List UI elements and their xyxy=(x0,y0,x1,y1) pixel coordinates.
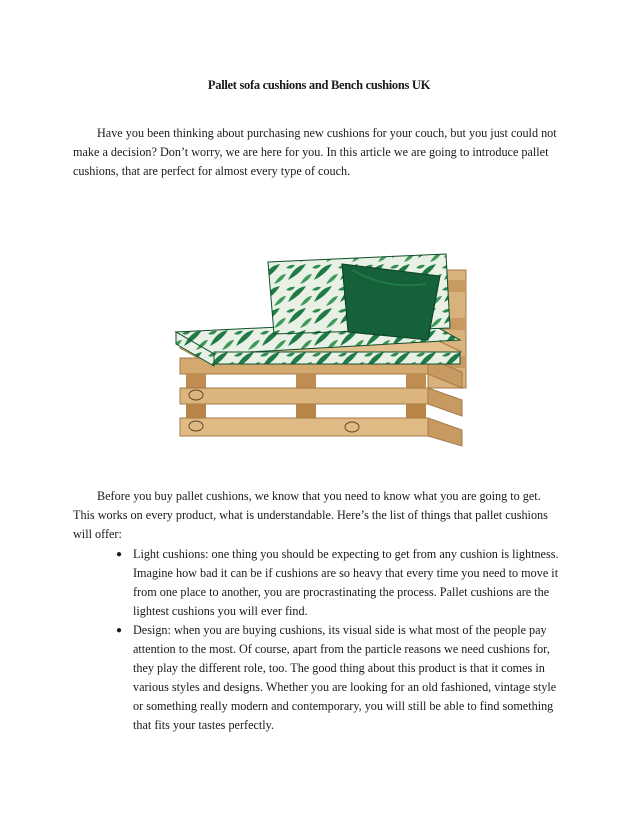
body-paragraph: Before you buy pallet cushions, we know that you need to know what you are going to get. This works on every product, what is understandable. Here’s the list of things that pallet cushions will offer: xyxy=(73,489,548,541)
bullet-icon: ● xyxy=(116,625,123,636)
benefits-list xyxy=(73,545,565,735)
green-pillow xyxy=(342,264,440,340)
list-item xyxy=(73,621,565,735)
document-title: Pallet sofa cushions and Bench cushions UK xyxy=(207,78,431,92)
intro-paragraph: Have you been thinking about purchasing new cushions for your couch, but you just could not make a decision? Don’t worry, we are here for you. In this article we are going to introduce pallet cushions, that are perfect for almost every type of couch. xyxy=(73,126,557,178)
pallet-sofa-photo xyxy=(156,240,476,450)
list-item-text: Light cushions: one thing you should be expecting to get from any cushion is lightness. Imagine how bad it can be if cushions are so heavy that every time you need to move it from one place to another, you are procrastinating the process. Pallet cushions are the lightest cushions you will ever find. xyxy=(133,547,559,618)
list-item-text: Design: when you are buying cushions, its visual side is what most of the people pay attention to the most. Of course, apart from the particle reasons we need cushions for, they play the different role, too. The good thing about this product is that it comes in various styles and designs. Whether you are looking for an old fashioned, vintage style or something really modern and contemporary, you will still be able to find something that fits your tastes perfectly. xyxy=(133,623,557,732)
list-item xyxy=(73,545,565,621)
bullet-icon: ● xyxy=(116,549,123,560)
